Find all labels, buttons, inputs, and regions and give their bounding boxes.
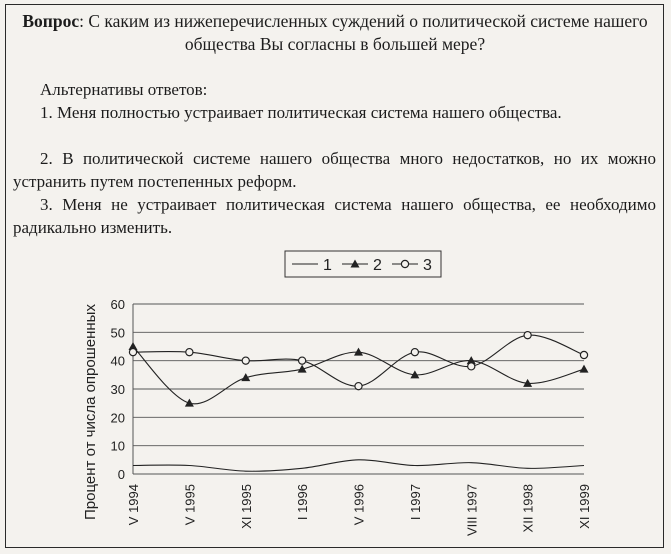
alternative-3-text: 3. Меня не устраивает политическая система нашего общества, ее необходимо радикально изменить. (13, 195, 656, 237)
series-3-point (468, 363, 475, 370)
y-tick-label: 10 (110, 438, 125, 454)
x-tick-label: I 1997 (407, 484, 423, 521)
series-3-point (355, 383, 362, 390)
y-tick-label: 0 (117, 467, 125, 482)
series-3-point (129, 349, 136, 356)
x-tick-label: V 1994 (126, 484, 141, 526)
series-2-point (580, 365, 589, 373)
y-tick-label: 60 (110, 297, 125, 312)
series-3-point (411, 349, 418, 356)
y-tick-label: 40 (110, 353, 125, 369)
legend-label-3: 3 (423, 257, 432, 274)
alternative-1-text: 1. Меня полностью устраивает политическая система нашего общества. (40, 103, 562, 122)
x-tick-label: XI 1995 (238, 484, 254, 529)
question-label: Вопрос (22, 11, 80, 31)
x-tick-label: V 1995 (182, 484, 198, 526)
legend-marker-3 (401, 260, 408, 267)
legend-label-2: 2 (373, 257, 382, 274)
y-tick-label: 50 (110, 325, 125, 341)
series-3-point (524, 332, 531, 339)
y-tick-label: 20 (110, 410, 125, 426)
x-tick-label: XI 1999 (577, 484, 592, 529)
y-tick-label: 30 (110, 382, 125, 397)
x-tick-label: XII 1998 (520, 484, 536, 533)
series-3-point (186, 349, 193, 356)
legend-label-1: 1 (323, 257, 332, 274)
x-tick-label: V 1996 (351, 484, 367, 526)
series-2-point (185, 399, 194, 407)
x-tick-label: VIII 1997 (464, 484, 480, 537)
alternatives-title: Альтернативы ответов: (40, 80, 208, 99)
alternative-2-text: 2. В политической системе нашего общества много недостатков, но их можно устранить путем постепенных реформ. (13, 149, 656, 191)
series-1-line (133, 460, 584, 471)
x-tick-label: I 1996 (295, 484, 311, 521)
series-3-point (299, 357, 306, 364)
question-text: С каким из нижеперечисленных суждений о политической системе нашего общества Вы согласны в большей мере? (88, 11, 648, 54)
question-block: Вопрос: С каким из нижеперечисленных суждений о политической системе нашего общества Вы согласны в большей мере? (22, 11, 648, 54)
y-axis-label: Процент от числа опрошенных (82, 304, 99, 520)
series-3-point (242, 357, 249, 364)
series-3-point (580, 351, 587, 358)
